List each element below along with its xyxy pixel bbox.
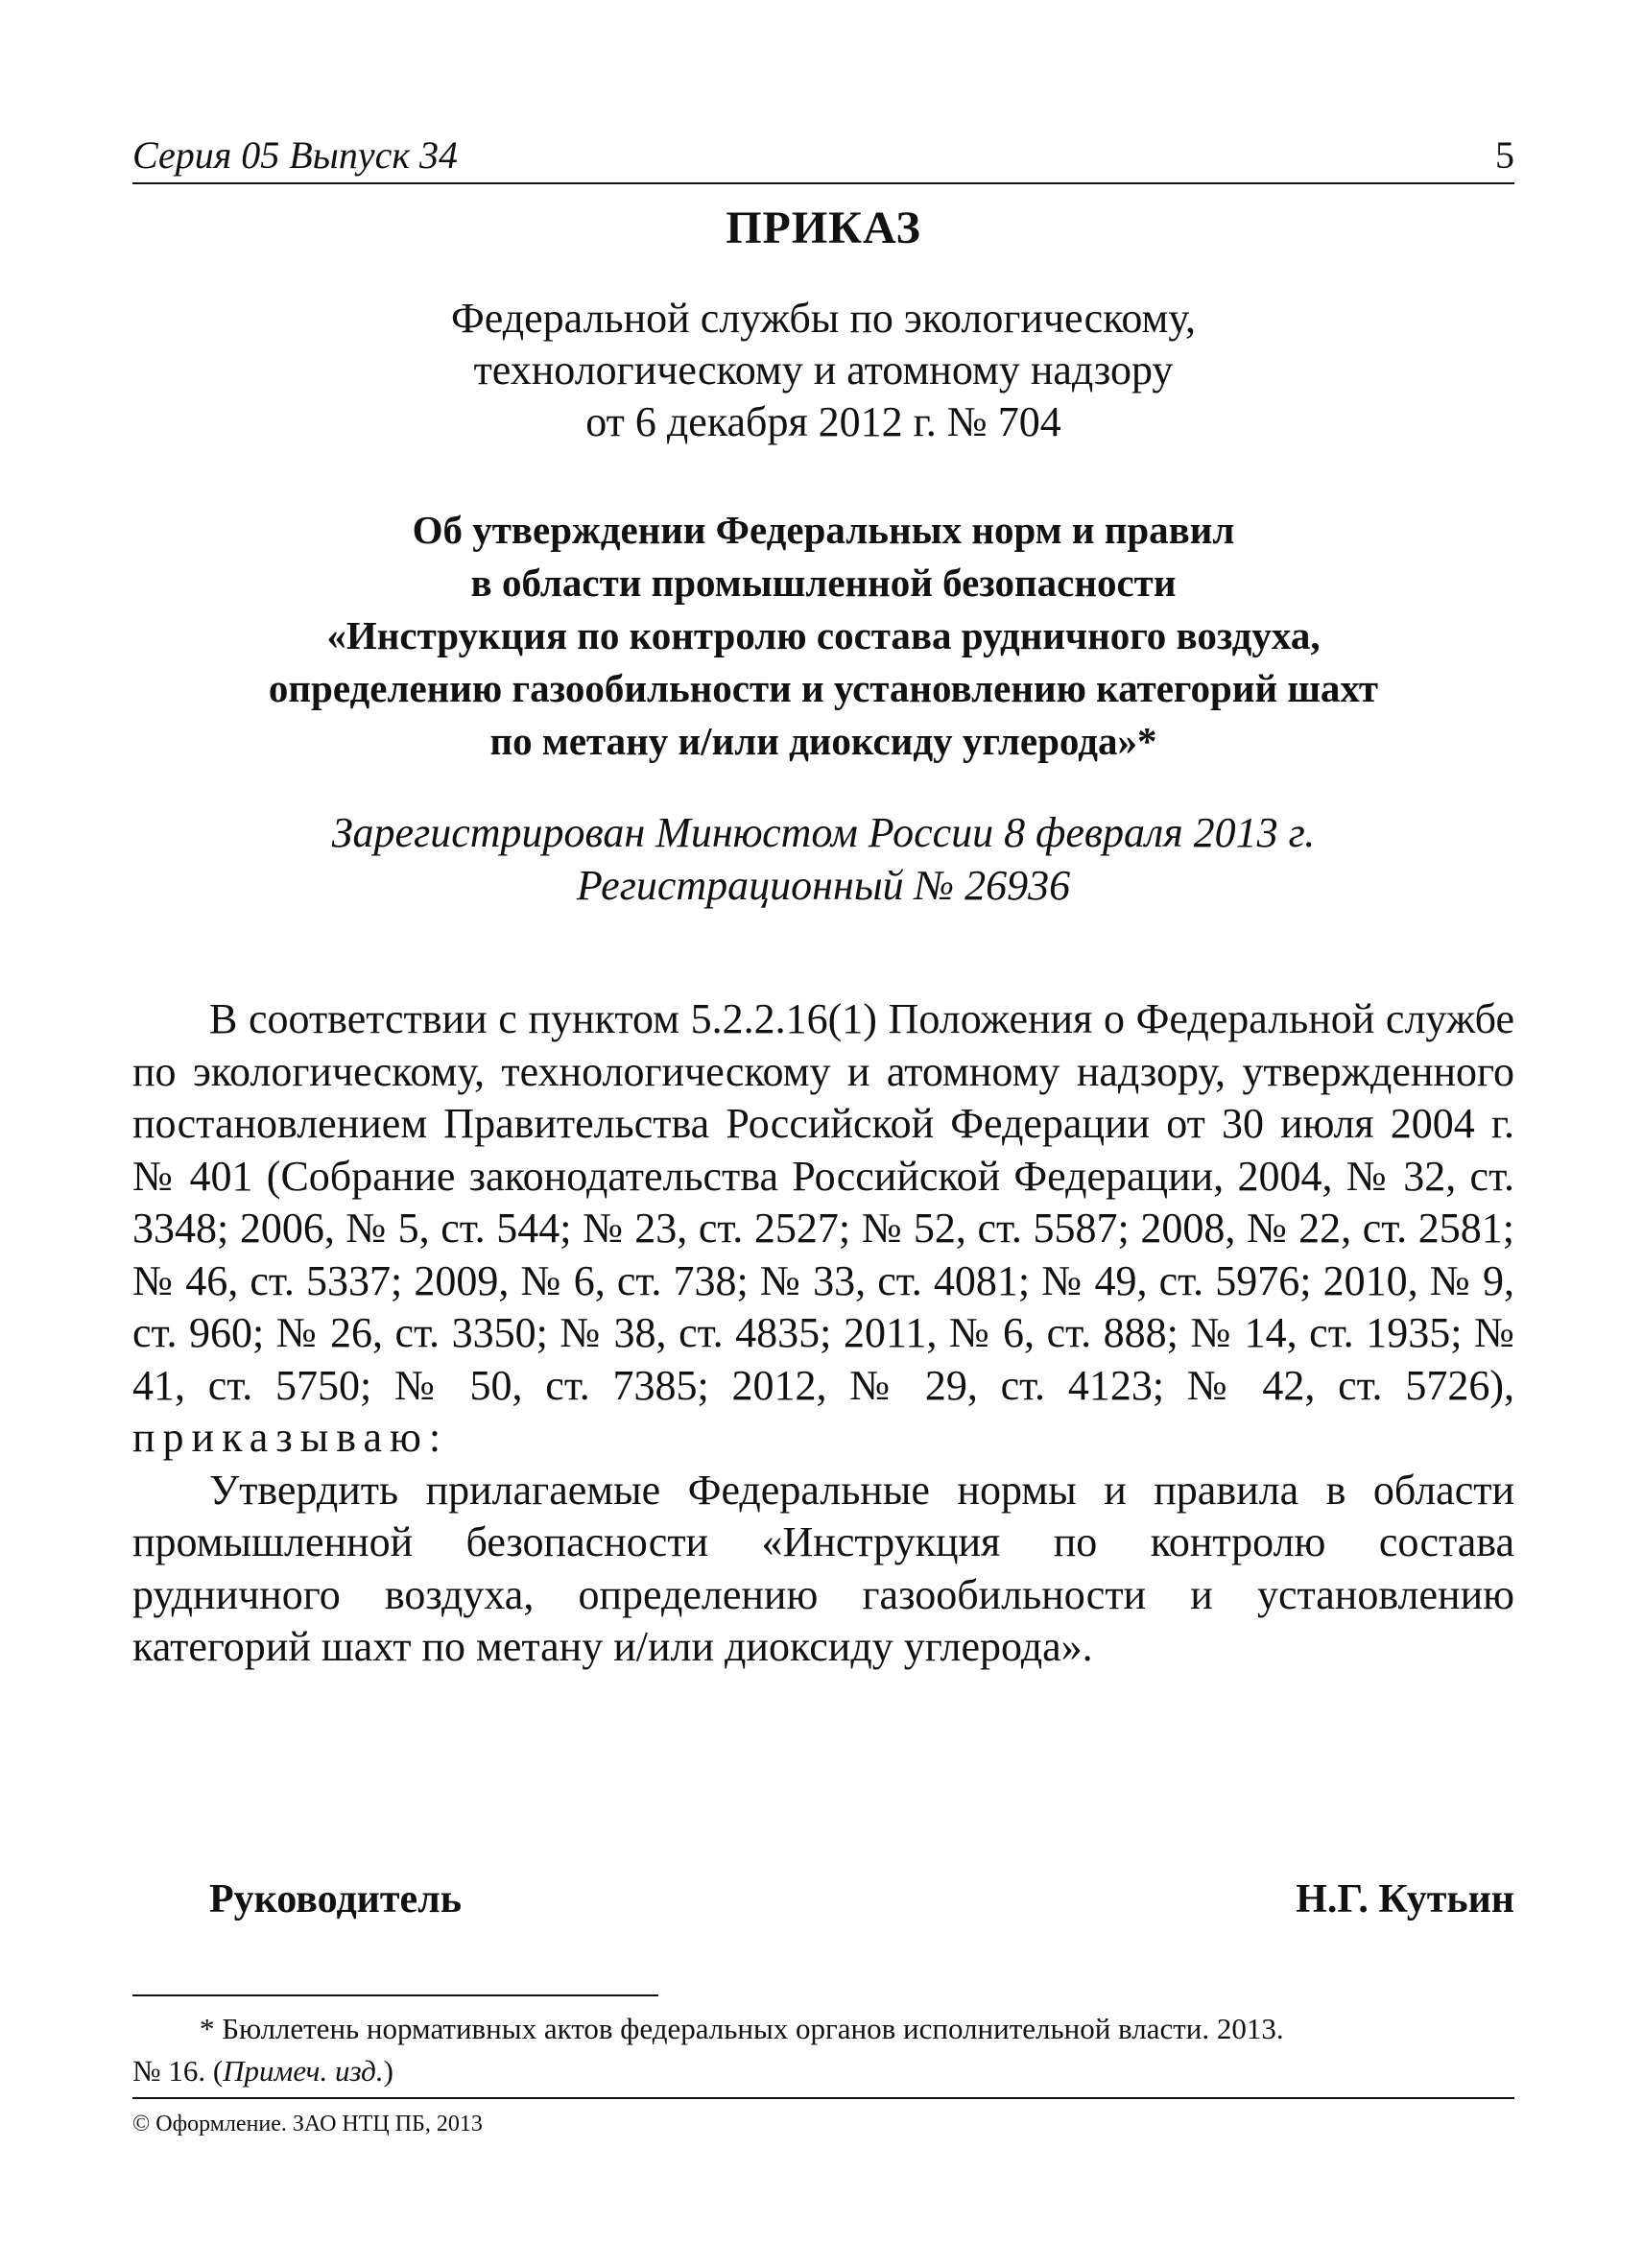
issuer-block — [132, 293, 1514, 448]
subject-line: «Инструкция по контролю состава рудничного воздуха, — [326, 613, 1321, 657]
subject-line: в области промышленной безопасности — [470, 561, 1177, 605]
copyright-notice: © Оформление. ЗАО НТЦ ПБ, 2013 — [132, 2112, 483, 2137]
subject-line: Об утверждении Федеральных норм и правил — [412, 508, 1235, 552]
registration-line: Зарегистрирован Минюстом России 8 февраля 2013 г. — [331, 809, 1316, 856]
footnote — [132, 2008, 1514, 2092]
footnote-text: № 16. ( — [132, 2054, 224, 2088]
order-body — [132, 993, 1514, 1674]
body-paragraph: Утвердить прилагаемые Федеральные нормы и правила в области промышленной безопасности «Инструкция по контролю состава рудничного воздуха, определению газообильности и установлению категорий шахт по метану и/или диоксиду углерода». — [132, 1466, 1514, 1670]
footnote-divider — [132, 1994, 658, 1996]
body-paragraph — [132, 993, 1514, 1465]
body-paragraph-text: В соответствии с пунктом 5.2.2.16(1) Положения о Федеральной службе по экологическому, технологическому и атомному надзору, утвержденного постановлением Правительства Российской Федерации от 30 июля 2004 г. № 401 (Собрание законодательства Российской Федерации, 2004, № 32, ст. 3348; 2006, № 5, ст. 544; № 23, ст. 2527; № 52, ст. 5587; 2008, № 22, ст. 2581; № 46, ст. 5337; 2009, № 6, ст. 738; № 33, ст. 4081; № 49, ст. 5976; 2010, № 9, ст. 960; № 26, ст. 3350; № 38, ст. 4835; 2011, № 6, ст. 888; № 14, ст. 1935; № 41, ст. 5750; № 50, ст. 7385; 2012, № 29, ст. 4123; № 42, ст. 5726), — [132, 995, 1514, 1409]
subject-line: по метану и/или диоксиду углерода»* — [489, 719, 1157, 763]
registration-number: Регистрационный № 26936 — [576, 862, 1071, 909]
bottom-divider — [132, 2097, 1514, 2099]
issuer-line: Федеральной службы по экологическому, — [451, 295, 1196, 342]
footnote-text: ) — [383, 2054, 393, 2088]
signatory-name: Н.Г. Кутьин — [1296, 1877, 1514, 1922]
series-label: Серия 05 Выпуск 34 — [132, 133, 459, 177]
signatory-role: Руководитель — [209, 1877, 462, 1922]
page-number: 5 — [1495, 133, 1514, 177]
order-date-number: от 6 декабря 2012 г. № 704 — [585, 398, 1061, 445]
subject-line: определению газообильности и установлению категорий шахт — [268, 666, 1379, 710]
issuer-line: технологическому и атомному надзору — [473, 346, 1174, 394]
registration-block — [132, 806, 1514, 912]
order-subject — [132, 504, 1514, 768]
editor-note: Примеч. изд. — [223, 2054, 384, 2088]
footnote-line: * Бюллетень нормативных актов федеральных органов исполнительной власти. 2013. — [200, 2012, 1284, 2045]
running-header — [132, 125, 1514, 184]
document-title: ПРИКАЗ — [726, 203, 921, 253]
order-word: приказываю: — [132, 1414, 449, 1461]
footnote-line — [132, 2050, 1514, 2092]
